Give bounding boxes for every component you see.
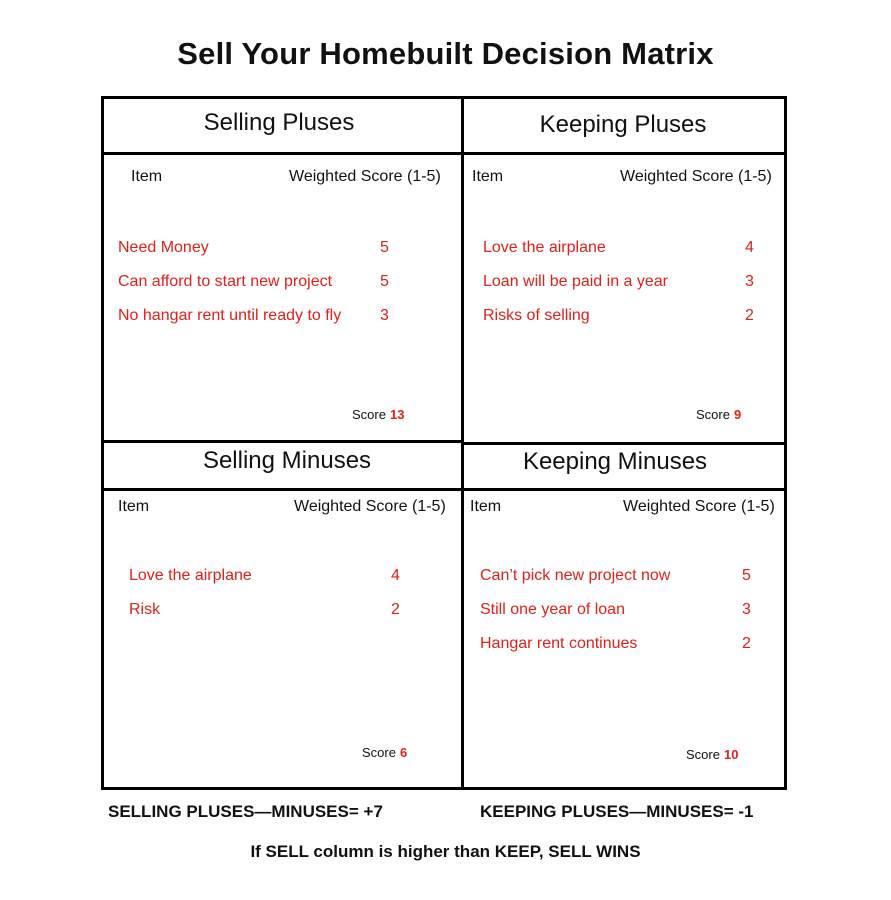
item-text: Risk: [129, 601, 161, 618]
item-text: Risks of selling: [483, 307, 590, 324]
item-text: Still one year of loan: [480, 601, 625, 618]
item-text: Need Money: [118, 239, 209, 256]
item-score: 3: [742, 601, 751, 618]
score-label: Score: [352, 407, 386, 422]
column-header-weighted-score: Weighted Score (1-5): [623, 498, 775, 515]
panel-score: [352, 407, 404, 422]
list-item: [483, 307, 783, 325]
list-item: [129, 601, 459, 619]
item-score: 3: [745, 273, 754, 290]
decision-rule-note: If SELL column is higher than KEEP, SELL WINS: [250, 842, 641, 861]
list-item: [118, 273, 458, 291]
score-value: 9: [733, 407, 742, 422]
item-text: Love the airplane: [483, 239, 606, 256]
item-score: 4: [391, 567, 400, 584]
item-text: Love the airplane: [129, 567, 252, 584]
item-text: Hangar rent continues: [480, 635, 638, 652]
panel-header: Selling Minuses: [202, 447, 372, 474]
item-score: 2: [391, 601, 400, 618]
item-score: 5: [380, 239, 389, 256]
item-score: 2: [742, 635, 751, 652]
item-text: No hangar rent until ready to fly: [118, 307, 342, 324]
list-item: [118, 239, 458, 257]
list-item: [483, 239, 783, 257]
item-text: Can’t pick new project now: [480, 567, 671, 584]
column-header-item: Item: [472, 168, 504, 185]
item-score: 2: [745, 307, 754, 324]
keeping-net-summary: KEEPING PLUSES—MINUSES= -1: [480, 802, 754, 821]
item-score: 3: [380, 307, 389, 324]
selling-net-summary: SELLING PLUSES—MINUSES= +7: [108, 802, 383, 821]
panel-header: Selling Pluses: [203, 109, 355, 136]
column-header-weighted-score: Weighted Score (1-5): [294, 498, 446, 515]
panel-keeping-minuses: [463, 445, 785, 788]
item-text: Loan will be paid in a year: [483, 273, 669, 290]
panel-score: [696, 407, 741, 422]
list-item: [483, 273, 783, 291]
score-label: Score: [696, 407, 730, 422]
score-value: 13: [389, 407, 405, 422]
list-item: [480, 567, 780, 585]
panel-selling-pluses: [101, 96, 462, 441]
panel-selling-minuses: [101, 443, 462, 788]
panel-header: Keeping Pluses: [539, 111, 707, 138]
list-item: [118, 307, 458, 325]
score-label: Score: [362, 745, 396, 760]
column-header-weighted-score: Weighted Score (1-5): [620, 168, 772, 185]
score-label: Score: [686, 747, 720, 762]
column-header-item: Item: [118, 498, 150, 515]
item-score: 5: [380, 273, 389, 290]
list-item: [480, 601, 780, 619]
list-item: [129, 567, 459, 585]
column-header-item: Item: [131, 168, 163, 185]
column-header-item: Item: [470, 498, 502, 515]
score-value: 10: [723, 747, 739, 762]
score-value: 6: [399, 745, 408, 760]
item-score: 5: [742, 567, 751, 584]
item-text: Can afford to start new project: [118, 273, 333, 290]
panel-keeping-pluses: [463, 96, 785, 442]
panel-header: Keeping Minuses: [522, 448, 708, 475]
list-item: [480, 635, 780, 653]
column-header-weighted-score: Weighted Score (1-5): [289, 168, 441, 185]
item-score: 4: [745, 239, 754, 256]
page-title: Sell Your Homebuilt Decision Matrix: [177, 36, 714, 71]
panel-score: [362, 745, 407, 760]
decision-matrix: [101, 96, 787, 790]
panel-score: [686, 747, 738, 762]
